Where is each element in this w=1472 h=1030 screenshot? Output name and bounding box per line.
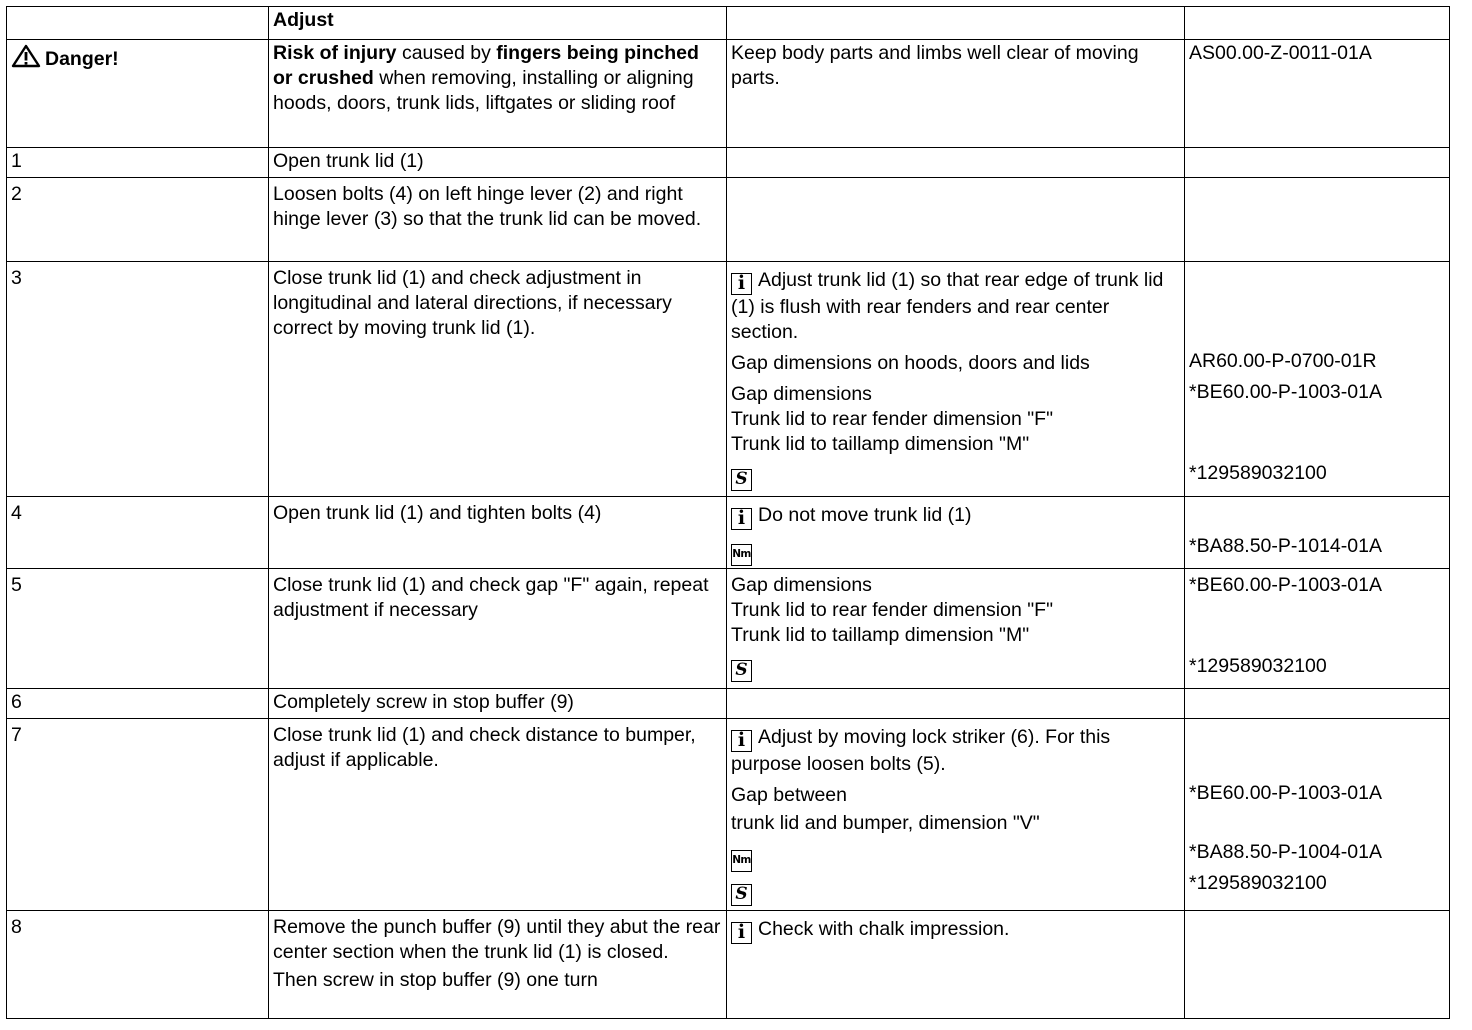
step-text: Completely screw in stop buffer (9): [269, 689, 727, 719]
gap-dims-text: Gap dimensions: [731, 383, 872, 405]
header-cell-empty: [727, 7, 1185, 40]
step-text: Close trunk lid (1) and check gap "F" again, repeat adjustment if necessary: [269, 569, 727, 689]
step-text-2: Then screw in stop buffer (9) one turn: [273, 969, 598, 991]
risk-bold-2: fingers being pinched or crushed: [273, 42, 699, 89]
torque-nm-icon: Nm: [731, 850, 752, 872]
ref-gap-hoods[interactable]: AR60.00-P-0700-01R: [1189, 350, 1377, 372]
step-row-8: [7, 911, 1450, 1019]
danger-label-cell: [7, 40, 269, 148]
risk-bold-1: Risk of injury: [273, 42, 397, 64]
empty-cell: [1185, 178, 1450, 262]
gap-between-text: Gap between: [731, 784, 848, 806]
header-row: [7, 7, 1450, 40]
step-number: 8: [7, 911, 269, 1019]
step-row-3: [7, 262, 1450, 497]
step-text: Close trunk lid (1) and check distance to bumper, adjust if applicable.: [269, 719, 727, 911]
info-icon: i: [731, 273, 752, 295]
gap-f-text: Trunk lid to rear fender dimension "F": [731, 408, 1054, 430]
step-row-6: [7, 689, 1450, 719]
risk-text-2: when removing, installing or aligning hoods, doors, trunk lids, liftgates or sliding roof: [273, 67, 694, 114]
empty-cell: [727, 689, 1185, 719]
step-number: 3: [7, 262, 269, 497]
step-row-7: [7, 719, 1450, 911]
empty-cell: [1185, 148, 1450, 178]
step-row-5: [7, 569, 1450, 689]
step-number: 1: [7, 148, 269, 178]
step-notes: [727, 497, 1185, 569]
step-refs: [1185, 719, 1450, 911]
info-icon: i: [731, 508, 752, 530]
step-row-1: [7, 148, 1450, 178]
gap-m-text: Trunk lid to taillamp dimension "M": [731, 624, 1030, 646]
step-row-2: [7, 178, 1450, 262]
gap-hoods-text: Gap dimensions on hoods, doors and lids: [731, 352, 1090, 374]
special-tool-icon: S: [731, 469, 752, 491]
procedure-table: [6, 6, 1450, 1019]
note-text: Adjust trunk lid (1) so that rear edge of trunk lid (1) is flush with rear fenders and rear center section.: [731, 269, 1164, 343]
ref-tool[interactable]: *129589032100: [1189, 872, 1327, 894]
empty-cell: [727, 178, 1185, 262]
empty-cell: [1185, 689, 1450, 719]
special-tool-icon: S: [731, 660, 752, 682]
step-text: Open trunk lid (1): [269, 148, 727, 178]
step-notes: [727, 262, 1185, 497]
header-cell-empty: [7, 7, 269, 40]
danger-risk-cell: [269, 40, 727, 148]
step-notes: [727, 569, 1185, 689]
step-notes: [727, 719, 1185, 911]
gap-m-text: Trunk lid to taillamp dimension "M": [731, 433, 1030, 455]
gap-f-text: Trunk lid to rear fender dimension "F": [731, 599, 1054, 621]
ref-gap-dims[interactable]: *BE60.00-P-1003-01A: [1189, 574, 1382, 596]
note-text: Adjust by moving lock striker (6). For this purpose loosen bolts (5).: [731, 726, 1111, 775]
header-title: Adjust: [269, 7, 727, 40]
gap-v-text: trunk lid and bumper, dimension "V": [731, 812, 1040, 834]
warning-triangle-icon: [11, 44, 41, 68]
torque-nm-icon: Nm: [731, 544, 752, 566]
step-number: 5: [7, 569, 269, 689]
step-text: Remove the punch buffer (9) until they abut the rear center section when the trunk lid (1) is closed.: [273, 916, 721, 963]
step-notes: [727, 911, 1185, 1019]
step-row-4: [7, 497, 1450, 569]
ref-tool[interactable]: *129589032100: [1189, 462, 1327, 484]
special-tool-icon: S: [731, 884, 752, 906]
note-text: Check with chalk impression.: [758, 918, 1010, 940]
step-number: 6: [7, 689, 269, 719]
step-text: Open trunk lid (1) and tighten bolts (4): [269, 497, 727, 569]
step-refs: [1185, 569, 1450, 689]
empty-cell: [727, 148, 1185, 178]
danger-label: Danger!: [45, 48, 119, 70]
step-number: 2: [7, 178, 269, 262]
danger-measure: Keep body parts and limbs well clear of moving parts.: [727, 40, 1185, 148]
ref-gap-between[interactable]: *BE60.00-P-1003-01A: [1189, 782, 1382, 804]
step-number: 4: [7, 497, 269, 569]
step-text: Loosen bolts (4) on left hinge lever (2) and right hinge lever (3) so that the trunk lid can be moved.: [269, 178, 727, 262]
info-icon: i: [731, 730, 752, 752]
step-text: Close trunk lid (1) and check adjustment in longitudinal and lateral directions, if necessary correct by moving trunk lid (1).: [269, 262, 727, 497]
step-text-cell: [269, 911, 727, 1019]
ref-gap-dims[interactable]: *BE60.00-P-1003-01A: [1189, 381, 1382, 403]
gap-dims-text: Gap dimensions: [731, 574, 872, 596]
step-refs: [1185, 262, 1450, 497]
danger-ref: AS00.00-Z-0011-01A: [1185, 40, 1450, 148]
step-number: 7: [7, 719, 269, 911]
note-text: Do not move trunk lid (1): [758, 504, 972, 526]
danger-row: [7, 40, 1450, 148]
ref-torque[interactable]: *BA88.50-P-1004-01A: [1189, 841, 1382, 863]
risk-text-1: caused by: [396, 42, 497, 64]
step-refs: [1185, 497, 1450, 569]
empty-cell: [1185, 911, 1450, 1019]
header-cell-empty: [1185, 7, 1450, 40]
ref-torque[interactable]: *BA88.50-P-1014-01A: [1189, 535, 1382, 557]
ref-tool[interactable]: *129589032100: [1189, 655, 1327, 677]
info-icon: i: [731, 922, 752, 944]
